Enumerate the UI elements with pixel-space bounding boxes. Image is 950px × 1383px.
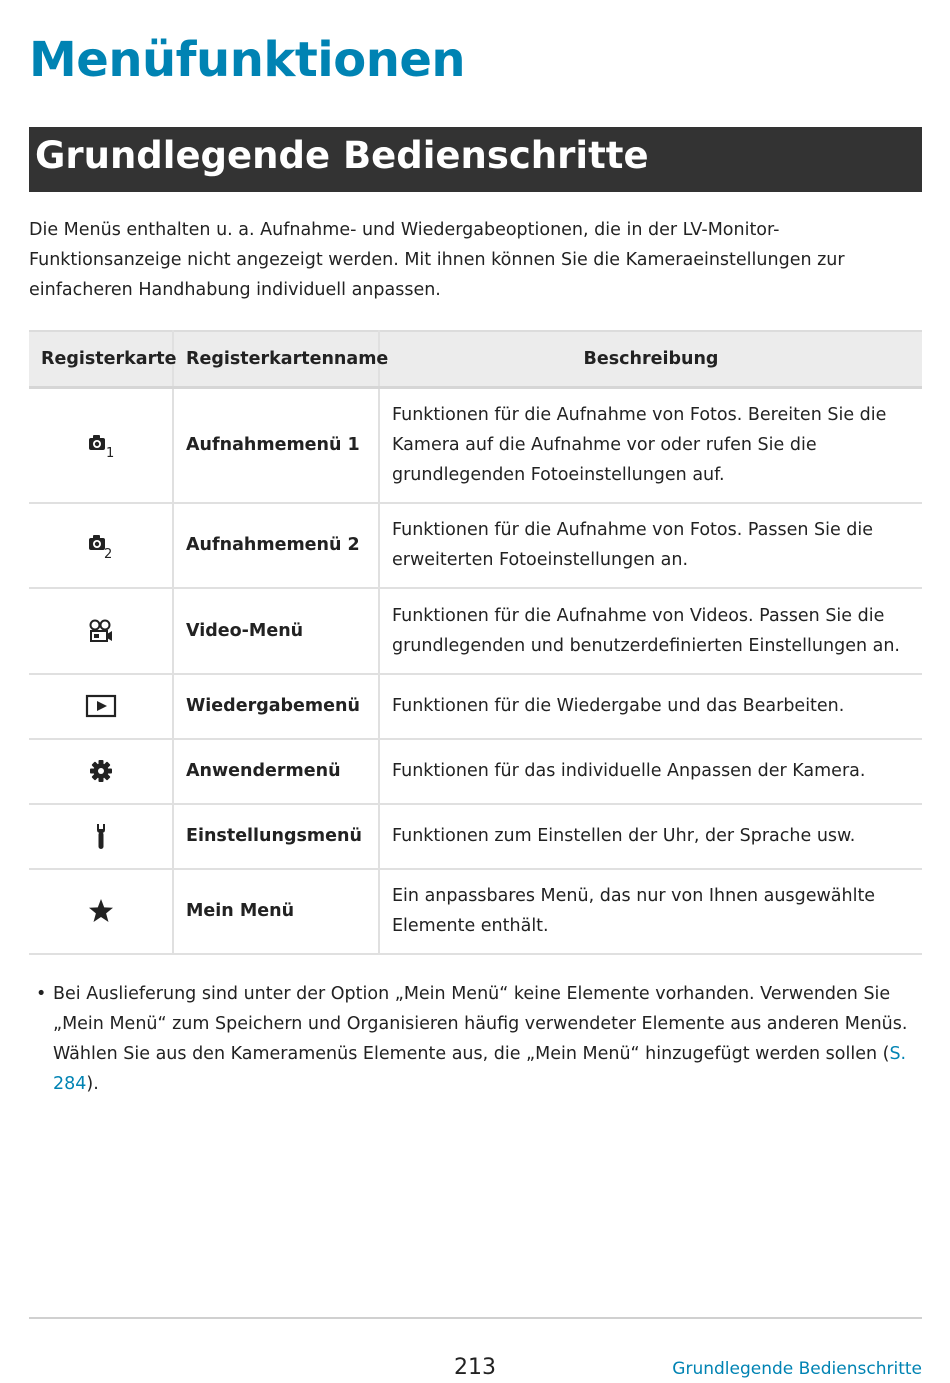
footer-section-link[interactable]: Grundlegende Bedienschritte bbox=[672, 1359, 922, 1379]
playback-icon bbox=[85, 693, 117, 719]
page-reference-link[interactable]: S. 284 bbox=[53, 1044, 907, 1094]
note-paragraph bbox=[36, 979, 911, 1099]
tab-name-cell: Wiedergabemenü bbox=[173, 674, 379, 739]
table-header-row bbox=[29, 331, 922, 388]
header-beschreibung: Beschreibung bbox=[379, 331, 922, 388]
tab-icon-cell bbox=[29, 674, 173, 739]
tab-description-cell: Funktionen für die Aufnahme von Fotos. Bereiten Sie die Kamera auf die Aufnahme vor oder rufen Sie die grundlegenden Fotoeinstellungen auf. bbox=[379, 388, 922, 503]
tab-icon-cell bbox=[29, 588, 173, 674]
table-row bbox=[29, 503, 922, 588]
header-registerkartenname: Registerkartenname bbox=[173, 331, 379, 388]
tab-name-cell: Mein Menü bbox=[173, 869, 379, 954]
note-text-block bbox=[53, 979, 911, 1099]
tab-name-cell: Video-Menü bbox=[173, 588, 379, 674]
table-row bbox=[29, 674, 922, 739]
tab-icon-cell bbox=[29, 503, 173, 588]
camera-2-icon bbox=[86, 530, 116, 560]
table-row bbox=[29, 388, 922, 503]
tab-icon-cell bbox=[29, 388, 173, 503]
wrench-icon bbox=[91, 821, 111, 851]
bullet-point: • bbox=[36, 984, 47, 1004]
tab-name-cell: Anwendermenü bbox=[173, 739, 379, 804]
table-row bbox=[29, 804, 922, 869]
table-row bbox=[29, 588, 922, 674]
tab-name-cell: Aufnahmemenü 2 bbox=[173, 503, 379, 588]
camera-1-icon bbox=[86, 430, 116, 460]
tab-name-cell: Einstellungsmenü bbox=[173, 804, 379, 869]
gear-icon bbox=[87, 757, 115, 785]
svg-text:1: 1 bbox=[105, 446, 114, 461]
header-registerkarte: Registerkarte bbox=[29, 331, 173, 388]
page-title: Menüfunktionen bbox=[29, 32, 466, 88]
tab-description-cell: Funktionen zum Einstellen der Uhr, der Sprache usw. bbox=[379, 804, 922, 869]
tab-description-cell: Funktionen für die Aufnahme von Videos. Passen Sie die grundlegenden und benutzerdefinierten Einstellungen an. bbox=[379, 588, 922, 674]
svg-text:2: 2 bbox=[103, 547, 112, 560]
tab-icon-cell bbox=[29, 869, 173, 954]
section-title: Grundlegende Bedienschritte bbox=[35, 134, 649, 177]
tab-description-cell: Funktionen für das individuelle Anpassen der Kamera. bbox=[379, 739, 922, 804]
video-camera-icon bbox=[86, 616, 116, 646]
menu-table bbox=[29, 330, 922, 955]
note-text: Bei Auslieferung sind unter der Option „Mein Menü“ keine Elemente vorhanden. Verwenden Sie „Mein Menü“ zum Speichern und Organisieren häufig verwendeter Elemente aus anderen Menüs. Wählen Sie aus den Kameramenüs Elemente aus, die „Mein Menü“ hinzugefügt werden sollen ( bbox=[53, 984, 908, 1064]
note-text-end: ). bbox=[86, 1074, 99, 1094]
section-header bbox=[29, 127, 922, 192]
intro-paragraph: Die Menüs enthalten u. a. Aufnahme- und Wiedergabeoptionen, die in der LV-Monitor-Funktionsanzeige nicht angezeigt werden. Mit ihnen können Sie die Kameraeinstellungen zur einfacheren Handhabung individuell anpassen. bbox=[29, 220, 845, 300]
tab-description-cell: Funktionen für die Aufnahme von Fotos. Passen Sie die erweiterten Fotoeinstellungen an. bbox=[379, 503, 922, 588]
table-row bbox=[29, 869, 922, 954]
tab-name-cell: Aufnahmemenü 1 bbox=[173, 388, 379, 503]
tab-description-cell: Ein anpassbares Menü, das nur von Ihnen ausgewählte Elemente enthält. bbox=[379, 869, 922, 954]
footer-divider bbox=[29, 1317, 922, 1319]
tab-description-cell: Funktionen für die Wiedergabe und das Bearbeiten. bbox=[379, 674, 922, 739]
tab-icon-cell bbox=[29, 804, 173, 869]
star-icon bbox=[87, 897, 115, 925]
tab-icon-cell bbox=[29, 739, 173, 804]
page-number: 213 bbox=[454, 1355, 496, 1380]
table-row bbox=[29, 739, 922, 804]
